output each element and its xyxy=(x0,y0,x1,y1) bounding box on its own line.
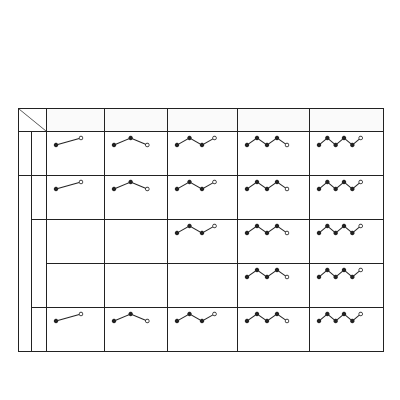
mora-dot-icon xyxy=(317,143,321,147)
mora-dot-icon xyxy=(351,143,355,147)
subgroup-label-atamadaka xyxy=(32,308,47,352)
word-cell xyxy=(105,132,168,176)
particle-dot-icon xyxy=(79,180,83,184)
column-header xyxy=(168,109,238,132)
mora-dot-icon xyxy=(200,319,204,323)
pitch-contour-line xyxy=(319,182,361,189)
mora-dot-icon xyxy=(188,312,192,316)
mora-dot-icon xyxy=(334,319,338,323)
table-corner-cell xyxy=(19,109,47,132)
mora-dot-icon xyxy=(334,143,338,147)
mora-dot-icon xyxy=(275,136,279,140)
particle-dot-icon xyxy=(146,319,150,323)
mora-dot-icon xyxy=(200,187,204,191)
mora-dot-icon xyxy=(245,143,249,147)
mora-dot-icon xyxy=(112,143,116,147)
mora-dot-icon xyxy=(255,180,259,184)
mora-dot-icon xyxy=(326,224,330,228)
pitch-line-icon xyxy=(244,179,300,193)
word-cell xyxy=(310,264,384,308)
mora-dot-icon xyxy=(326,180,330,184)
intro-line xyxy=(9,26,391,35)
mora-dot-icon xyxy=(255,268,259,272)
mora-dot-icon xyxy=(129,312,133,316)
intro-line xyxy=(9,43,391,52)
mora-dot-icon xyxy=(112,187,116,191)
pitch-line-icon xyxy=(111,179,167,193)
mora-dot-icon xyxy=(275,312,279,316)
empty-cell xyxy=(168,264,238,308)
mora-dot-icon xyxy=(188,180,192,184)
mora-dot-icon xyxy=(317,231,321,235)
word-cell xyxy=(168,308,238,352)
pitch-line-icon xyxy=(174,135,230,149)
word-cell xyxy=(238,176,310,220)
mora-dot-icon xyxy=(334,231,338,235)
pitch-line-icon xyxy=(244,311,300,325)
mora-dot-icon xyxy=(200,231,204,235)
pitch-line-icon xyxy=(316,311,372,325)
word-cell xyxy=(168,220,238,264)
mora-dot-icon xyxy=(317,319,321,323)
pitch-line-icon xyxy=(316,179,372,193)
particle-dot-icon xyxy=(285,319,289,323)
mora-dot-icon xyxy=(175,187,179,191)
pitch-line-icon xyxy=(53,135,105,149)
particle-dot-icon xyxy=(359,224,363,228)
particle-dot-icon xyxy=(285,143,289,147)
footnote xyxy=(9,357,391,375)
word-cell xyxy=(105,308,168,352)
pitch-contour-line xyxy=(177,182,215,189)
word-cell xyxy=(310,176,384,220)
mora-dot-icon xyxy=(255,312,259,316)
mora-dot-icon xyxy=(351,187,355,191)
mora-dot-icon xyxy=(342,312,346,316)
word-cell xyxy=(238,264,310,308)
particle-dot-icon xyxy=(213,224,217,228)
empty-cell xyxy=(105,264,168,308)
pitch-contour-line xyxy=(177,138,215,145)
mora-dot-icon xyxy=(175,319,179,323)
particle-dot-icon xyxy=(359,136,363,140)
group-label-heiban xyxy=(19,132,32,176)
intro-paragraph xyxy=(9,17,391,61)
mora-dot-icon xyxy=(334,275,338,279)
intro-line xyxy=(9,17,391,26)
subgroup-label-nakadaka xyxy=(32,220,47,308)
word-cell xyxy=(105,176,168,220)
word-cell xyxy=(310,220,384,264)
mora-dot-icon xyxy=(245,275,249,279)
pitch-line-icon xyxy=(316,135,372,149)
pitch-line-icon xyxy=(53,311,105,325)
word-cell xyxy=(168,176,238,220)
pitch-line-icon xyxy=(316,223,372,237)
pitch-contour-line xyxy=(319,226,361,233)
pitch-contour-line xyxy=(177,226,215,233)
empty-cell xyxy=(47,220,105,264)
mora-dot-icon xyxy=(351,231,355,235)
mora-dot-icon xyxy=(255,136,259,140)
mora-dot-icon xyxy=(342,136,346,140)
particle-dot-icon xyxy=(213,180,217,184)
mora-dot-icon xyxy=(245,231,249,235)
pitch-line-icon xyxy=(316,267,372,281)
pitch-line-icon xyxy=(174,223,230,237)
particle-dot-icon xyxy=(213,312,217,316)
mora-dot-icon xyxy=(175,143,179,147)
mora-dot-icon xyxy=(129,136,133,140)
mora-dot-icon xyxy=(200,143,204,147)
particle-dot-icon xyxy=(285,231,289,235)
word-cell xyxy=(47,176,105,220)
mora-dot-icon xyxy=(188,136,192,140)
pitch-line-icon xyxy=(111,135,167,149)
mora-dot-icon xyxy=(351,319,355,323)
particle-dot-icon xyxy=(285,187,289,191)
word-cell xyxy=(47,132,105,176)
mora-dot-icon xyxy=(326,312,330,316)
corner-diagonal-line xyxy=(19,109,46,131)
subgroup-label-odaka xyxy=(32,176,47,220)
word-cell xyxy=(238,220,310,264)
pitch-line-icon xyxy=(244,267,300,281)
particle-dot-icon xyxy=(359,268,363,272)
particle-dot-icon xyxy=(285,275,289,279)
pitch-line-icon xyxy=(244,223,300,237)
empty-cell xyxy=(47,264,105,308)
pitch-contour-line xyxy=(56,138,81,145)
mora-dot-icon xyxy=(326,136,330,140)
mora-dot-icon xyxy=(54,187,58,191)
mora-dot-icon xyxy=(334,187,338,191)
mora-dot-icon xyxy=(245,319,249,323)
mora-dot-icon xyxy=(265,143,269,147)
particle-dot-icon xyxy=(359,312,363,316)
mora-dot-icon xyxy=(342,268,346,272)
word-cell xyxy=(310,132,384,176)
mora-dot-icon xyxy=(265,319,269,323)
mora-dot-icon xyxy=(265,231,269,235)
mora-dot-icon xyxy=(275,180,279,184)
empty-cell xyxy=(105,220,168,264)
particle-dot-icon xyxy=(213,136,217,140)
mora-dot-icon xyxy=(54,143,58,147)
mora-dot-icon xyxy=(317,187,321,191)
mora-dot-icon xyxy=(275,268,279,272)
pitch-line-icon xyxy=(244,135,300,149)
mora-dot-icon xyxy=(175,231,179,235)
mora-dot-icon xyxy=(317,275,321,279)
footnote-line xyxy=(9,366,391,375)
pitch-line-icon xyxy=(53,179,105,193)
word-cell xyxy=(238,132,310,176)
mora-dot-icon xyxy=(265,275,269,279)
particle-dot-icon xyxy=(146,143,150,147)
pitch-contour-line xyxy=(56,182,81,189)
mora-dot-icon xyxy=(245,187,249,191)
intro-line xyxy=(9,35,391,44)
mora-dot-icon xyxy=(326,268,330,272)
pitch-contour-line xyxy=(319,270,361,277)
particle-dot-icon xyxy=(79,136,83,140)
particle-dot-icon xyxy=(146,187,150,191)
intro-line xyxy=(9,52,391,61)
mora-dot-icon xyxy=(129,180,133,184)
mora-dot-icon xyxy=(342,224,346,228)
mora-dot-icon xyxy=(255,224,259,228)
mora-dot-icon xyxy=(112,319,116,323)
pitch-contour-line xyxy=(319,138,361,145)
group-label-kifuku xyxy=(19,176,32,352)
word-cell xyxy=(168,132,238,176)
column-header xyxy=(310,109,384,132)
mora-dot-icon xyxy=(188,224,192,228)
column-header xyxy=(105,109,168,132)
word-cell xyxy=(238,308,310,352)
footnote-line xyxy=(9,357,391,366)
pitch-contour-line xyxy=(177,314,215,321)
mora-dot-icon xyxy=(265,187,269,191)
particle-dot-icon xyxy=(359,180,363,184)
pitch-contour-line xyxy=(319,314,361,321)
column-header xyxy=(47,109,105,132)
pitch-line-icon xyxy=(111,311,167,325)
column-header xyxy=(238,109,310,132)
pitch-line-icon xyxy=(174,179,230,193)
mora-dot-icon xyxy=(54,319,58,323)
accent-pattern-table xyxy=(18,108,384,352)
subgroup-label-heiban xyxy=(32,132,47,176)
mora-dot-icon xyxy=(351,275,355,279)
particle-dot-icon xyxy=(79,312,83,316)
word-cell xyxy=(47,308,105,352)
mora-dot-icon xyxy=(275,224,279,228)
mora-dot-icon xyxy=(342,180,346,184)
word-cell xyxy=(310,308,384,352)
pitch-line-icon xyxy=(174,311,230,325)
pitch-contour-line xyxy=(56,314,81,321)
